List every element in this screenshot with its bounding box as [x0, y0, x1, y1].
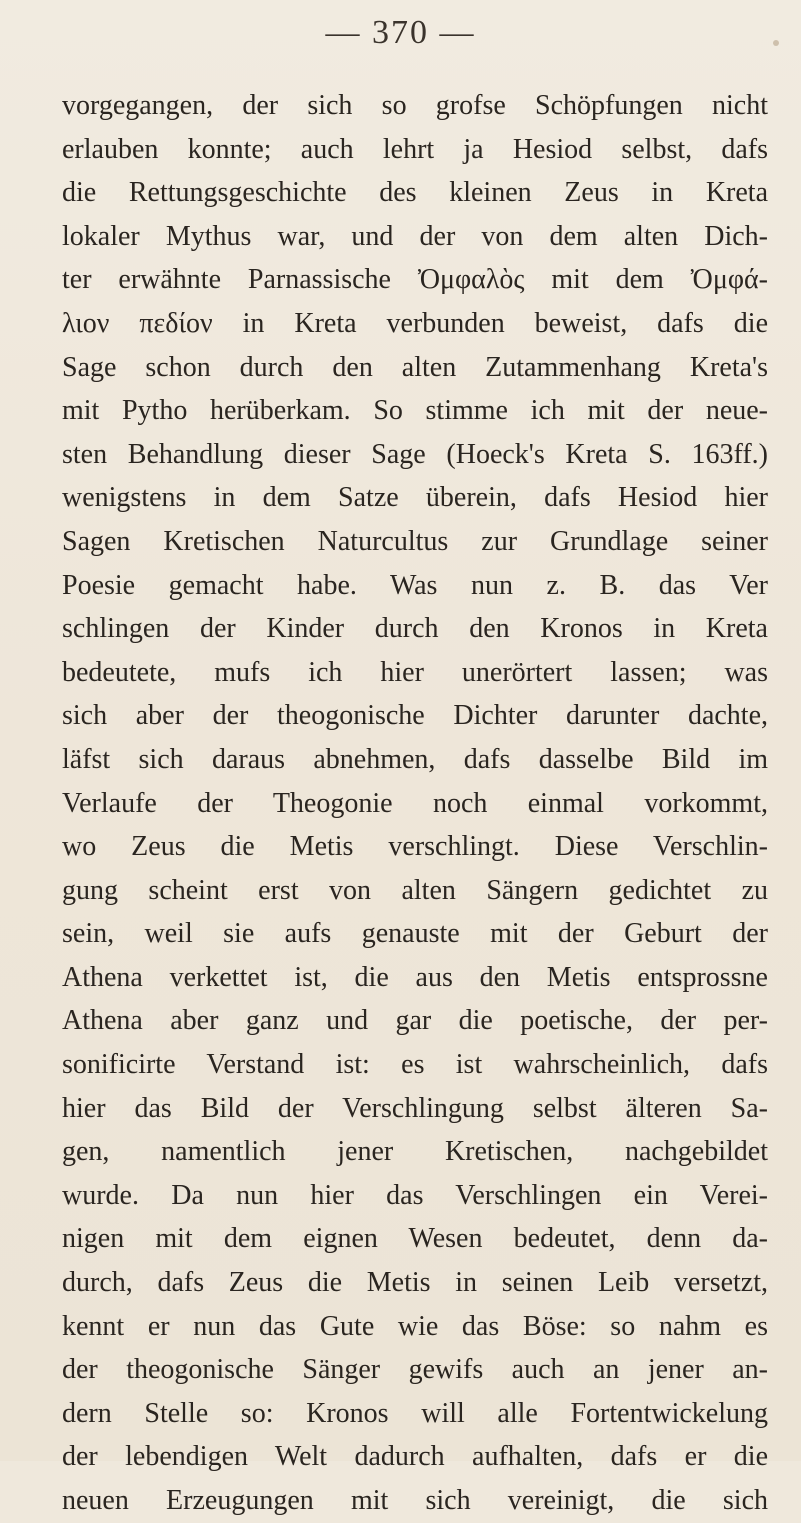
text-line: mit Pytho herüberkam. So stimme ich mit der neue- [62, 395, 768, 427]
text-line: Verlaufe der Theogonie noch einmal vorkommt, [62, 787, 768, 819]
text-line: Poesie gemacht habe. Was nun z. B. das Ver [62, 569, 768, 601]
text-line: Athena aber ganz und gar die poetische, der per- [62, 1005, 768, 1037]
text-line: der lebendigen Welt dadurch aufhalten, dafs er die [62, 1441, 768, 1473]
text-line: lokaler Mythus war, und der von dem alten Dich- [62, 220, 768, 252]
text-line: schlingen der Kinder durch den Kronos in Kreta [62, 613, 768, 645]
text-line: gen, namentlich jener Kretischen, nachgebildet [62, 1136, 768, 1168]
text-line: wo Zeus die Metis verschlingt. Diese Verschlin- [62, 831, 768, 863]
text-line: sten Behandlung dieser Sage (Hoeck's Kreta S. 163ff.) [62, 438, 768, 470]
text-line: hier das Bild der Verschlingung selbst älteren Sa- [62, 1092, 768, 1124]
text-line: gung scheint erst von alten Sängern gedichtet zu [62, 874, 768, 906]
text-line: durch, dafs Zeus die Metis in seinen Leib versetzt, [62, 1267, 768, 1299]
text-line: Sage schon durch den alten Zutammenhang Kreta's [62, 351, 768, 383]
text-line: vorgegangen, der sich so grofse Schöpfungen nicht [62, 90, 768, 121]
text-line: ter erwähnte Parnassische Ὀμφαλὸς mit dem Ὀμφά- [62, 264, 768, 296]
text-line: nigen mit dem eignen Wesen bedeutet, denn da- [62, 1223, 768, 1255]
text-line: sich aber der theogonische Dichter darunter dachte, [62, 700, 768, 732]
text-line: sein, weil sie aufs genauste mit der Geburt der [62, 918, 768, 950]
text-line: bedeutete, mufs ich hier unerörtert lassen; was [62, 656, 768, 688]
text-line: neuen Erzeugungen mit sich vereinigt, die sich [62, 1485, 768, 1516]
text-line: sonificirte Verstand ist: es ist wahrscheinlich, dafs [62, 1049, 768, 1081]
text-line: λιον πεδίον in Kreta verbunden beweist, dafs die [62, 307, 768, 339]
text-line: läfst sich daraus abnehmen, dafs dasselbe Bild im [62, 743, 768, 775]
text-line: Sagen Kretischen Naturcultus zur Grundlage seiner [62, 525, 768, 557]
text-line: Athena verkettet ist, die aus den Metis entsprossne [62, 961, 768, 993]
text-line: kennt er nun das Gute wie das Böse: so nahm es [62, 1310, 768, 1342]
text-line: wenigstens in dem Satze überein, dafs Hesiod hier [62, 482, 768, 514]
text-line: die Rettungsgeschichte des kleinen Zeus in Kreta [62, 177, 768, 209]
text-line: wurde. Da nun hier das Verschlingen ein Verei- [62, 1179, 768, 1211]
text-line: dern Stelle so: Kronos will alle Fortentwickelung [62, 1397, 768, 1429]
page-number-header: — 370 — [325, 14, 476, 51]
text-line: erlauben konnte; auch lehrt ja Hesiod selbst, dafs [62, 133, 768, 165]
text-line: der theogonische Sänger gewifs auch an jener an- [62, 1354, 768, 1386]
body-text [62, 84, 768, 1523]
